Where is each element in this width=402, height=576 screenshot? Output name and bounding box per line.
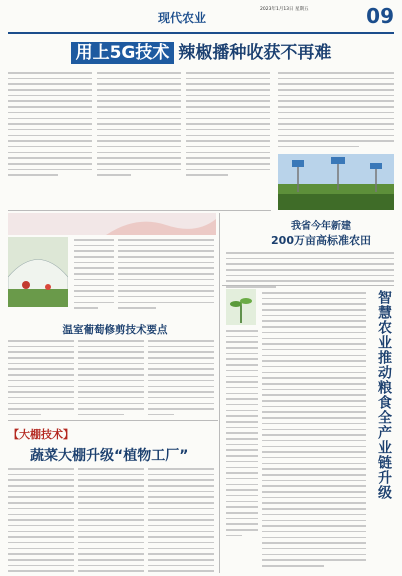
top-headline-main: 辣椒播种收获不再难 [178,43,332,63]
feature-banner [8,213,216,235]
greenhouse-photo [8,237,68,307]
grape-column-1 [8,340,74,420]
smart-ag-column-1 [262,292,366,571]
page-number: 09 [366,4,394,28]
issue-meta [260,7,308,13]
top-headline [30,38,372,62]
masthead [8,4,394,32]
feature-column-1 [74,239,114,313]
feature-block [8,213,216,313]
divider [222,285,394,286]
top-headline-highlight: 用上5G技术 [71,42,175,64]
farmland-headline [246,220,396,248]
veg-column-3 [148,468,214,576]
grape-headline: 温室葡萄修剪技术要点 [62,324,168,336]
divider [8,210,271,211]
veg-headline: 蔬菜大棚升级“植物工厂” [30,448,189,464]
veg-tag: 【大棚技术】 [8,428,74,441]
veg-column-1 [8,468,74,576]
feature-column-2 [118,239,214,313]
grape-column-3 [148,340,214,420]
divider [219,213,220,573]
divider [8,420,218,421]
top-story-column-4 [278,72,394,152]
field-photo [278,154,394,210]
banner-decoration [106,213,216,235]
section-title: 现代农业 [158,11,207,25]
seedling-photo [226,289,256,325]
top-story-column-2 [97,72,181,180]
masthead-rule [8,32,394,34]
grape-column-2 [78,340,144,420]
farmland-headline-line2: 200万亩高标准农田 [271,234,371,247]
top-story-column-3 [186,72,270,180]
issue-date: 2023年1月13日 星期五 [260,7,309,12]
farmland-headline-line1: 我省今年新建 [291,221,351,232]
veg-column-2 [78,468,144,576]
smart-ag-headline: 智慧农业推动粮食全产业链升级 [376,290,392,500]
smart-ag-column-2 [226,330,258,540]
top-story-column-1 [8,72,92,180]
